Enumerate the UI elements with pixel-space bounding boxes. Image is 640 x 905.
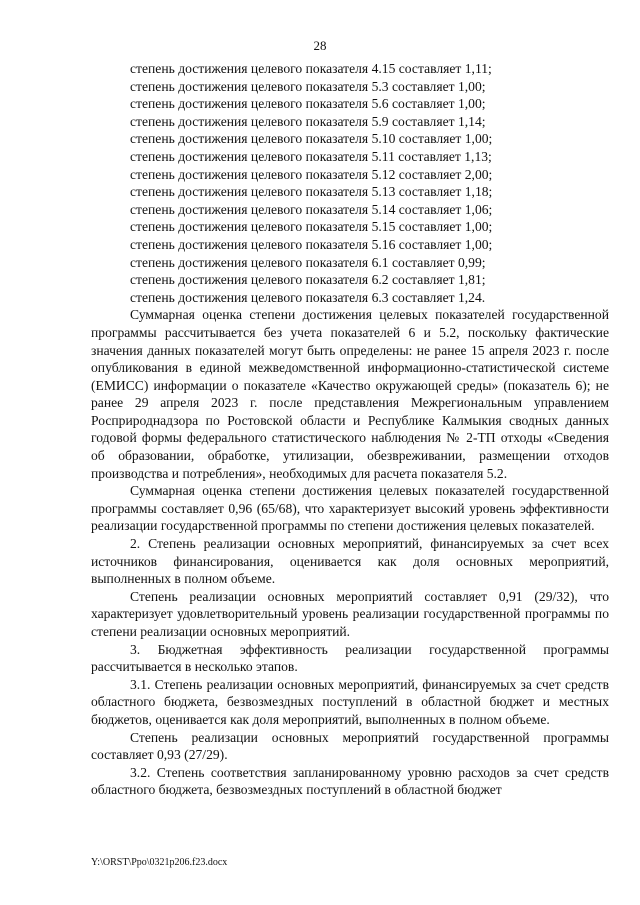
paragraph-measures-degree: 2. Степень реализации основных мероприятий, финансируемых за счет всех источников финансирования, оценивается как доля основных мероприятий, выполненных в полном объеме. — [91, 536, 609, 587]
indicator-line: степень достижения целевого показателя 6.3 составляет 1,24. — [130, 289, 486, 305]
indicator-list — [91, 60, 609, 306]
indicator-line: степень достижения целевого показателя 6.1 составляет 0,99; — [130, 254, 486, 270]
indicator-line: степень достижения целевого показателя 5.11 составляет 1,13; — [130, 148, 492, 164]
indicator-line: степень достижения целевого показателя 5.14 составляет 1,06; — [130, 201, 493, 217]
indicator-line: степень достижения целевого показателя 5.13 составляет 1,18; — [130, 184, 493, 200]
indicator-line: степень достижения целевого показателя 4.15 составляет 1,11; — [130, 61, 492, 76]
indicator-line: степень достижения целевого показателя 5.3 составляет 1,00; — [130, 78, 486, 94]
indicator-line: степень достижения целевого показателя 6.2 составляет 1,81; — [130, 272, 486, 288]
paragraph-measures-result: Степень реализации основных мероприятий составляет 0,91 (29/32), что характеризует удовлетворительный уровень реализации государственной программы по степени реализации основных мероприятий. — [91, 588, 609, 639]
paragraph-budget-measures: 3.1. Степень реализации основных мероприятий, финансируемых за счет средств областного бюджета, безвозмездных поступлений в областной бюджет и местных бюджетов, оценивается как доля мероприятий, выполненных в полном объеме. — [91, 676, 609, 727]
paragraph-summary-calculation: Суммарная оценка степени достижения целевых показателей государственной программы рассчитывается без учета показателей 6 и 5.2, поскольку фактические значения данных показателей могут быть определены: не ранее 15 апреля 2023 г. после опубликования в единой межведомственной информационно-статистической системе (ЕМИСС) информации о показателе «Качество окружающей среды» (показатель 6); не ранее 29 апреля 2023 г. после представления Межрегиональным управлением Росприроднадзора по Ростовской области и Республике Калмыкия сводных данных годовой формы федерального статистического наблюдения № 2-ТП отходы «Сведения об образовании, обработке, утилизации, обезвреживании, размещении отходов производства и потребления», необходимых для расчета показателя 5.2. — [91, 307, 609, 481]
paragraph-budget-efficiency: 3. Бюджетная эффективность реализации государственной программы рассчитывается в несколько этапов. — [91, 641, 609, 675]
document-body — [91, 60, 609, 799]
page-number: 28 — [313, 38, 327, 53]
indicator-line: степень достижения целевого показателя 5.9 составляет 1,14; — [130, 113, 486, 129]
indicator-line: степень достижения целевого показателя 5.16 составляет 1,00; — [130, 236, 493, 252]
paragraph-summary-result: Суммарная оценка степени достижения целевых показателей государственной программы составляет 0,96 (65/68), что характеризует высокий уровень эффективности реализации государственной программы по степени достижения целевых показателей. — [91, 483, 609, 534]
indicator-line: степень достижения целевого показателя 5.6 составляет 1,00; — [130, 96, 486, 112]
paragraph-expense-compliance: 3.2. Степень соответствия запланированному уровню расходов за счет средств областного бюджета, безвозмездных поступлений в областной бюджет — [91, 764, 609, 798]
paragraph-budget-measures-result: Степень реализации основных мероприятий государственной программы составляет 0,93 (27/29). — [91, 729, 609, 763]
indicator-line: степень достижения целевого показателя 5.12 составляет 2,00; — [130, 166, 493, 182]
footer-file-path: Y:\ORST\Ppo\0321p206.f23.docx — [91, 857, 228, 868]
indicator-line: степень достижения целевого показателя 5.15 составляет 1,00; — [130, 219, 493, 235]
indicator-line: степень достижения целевого показателя 5.10 составляет 1,00; — [130, 131, 493, 147]
